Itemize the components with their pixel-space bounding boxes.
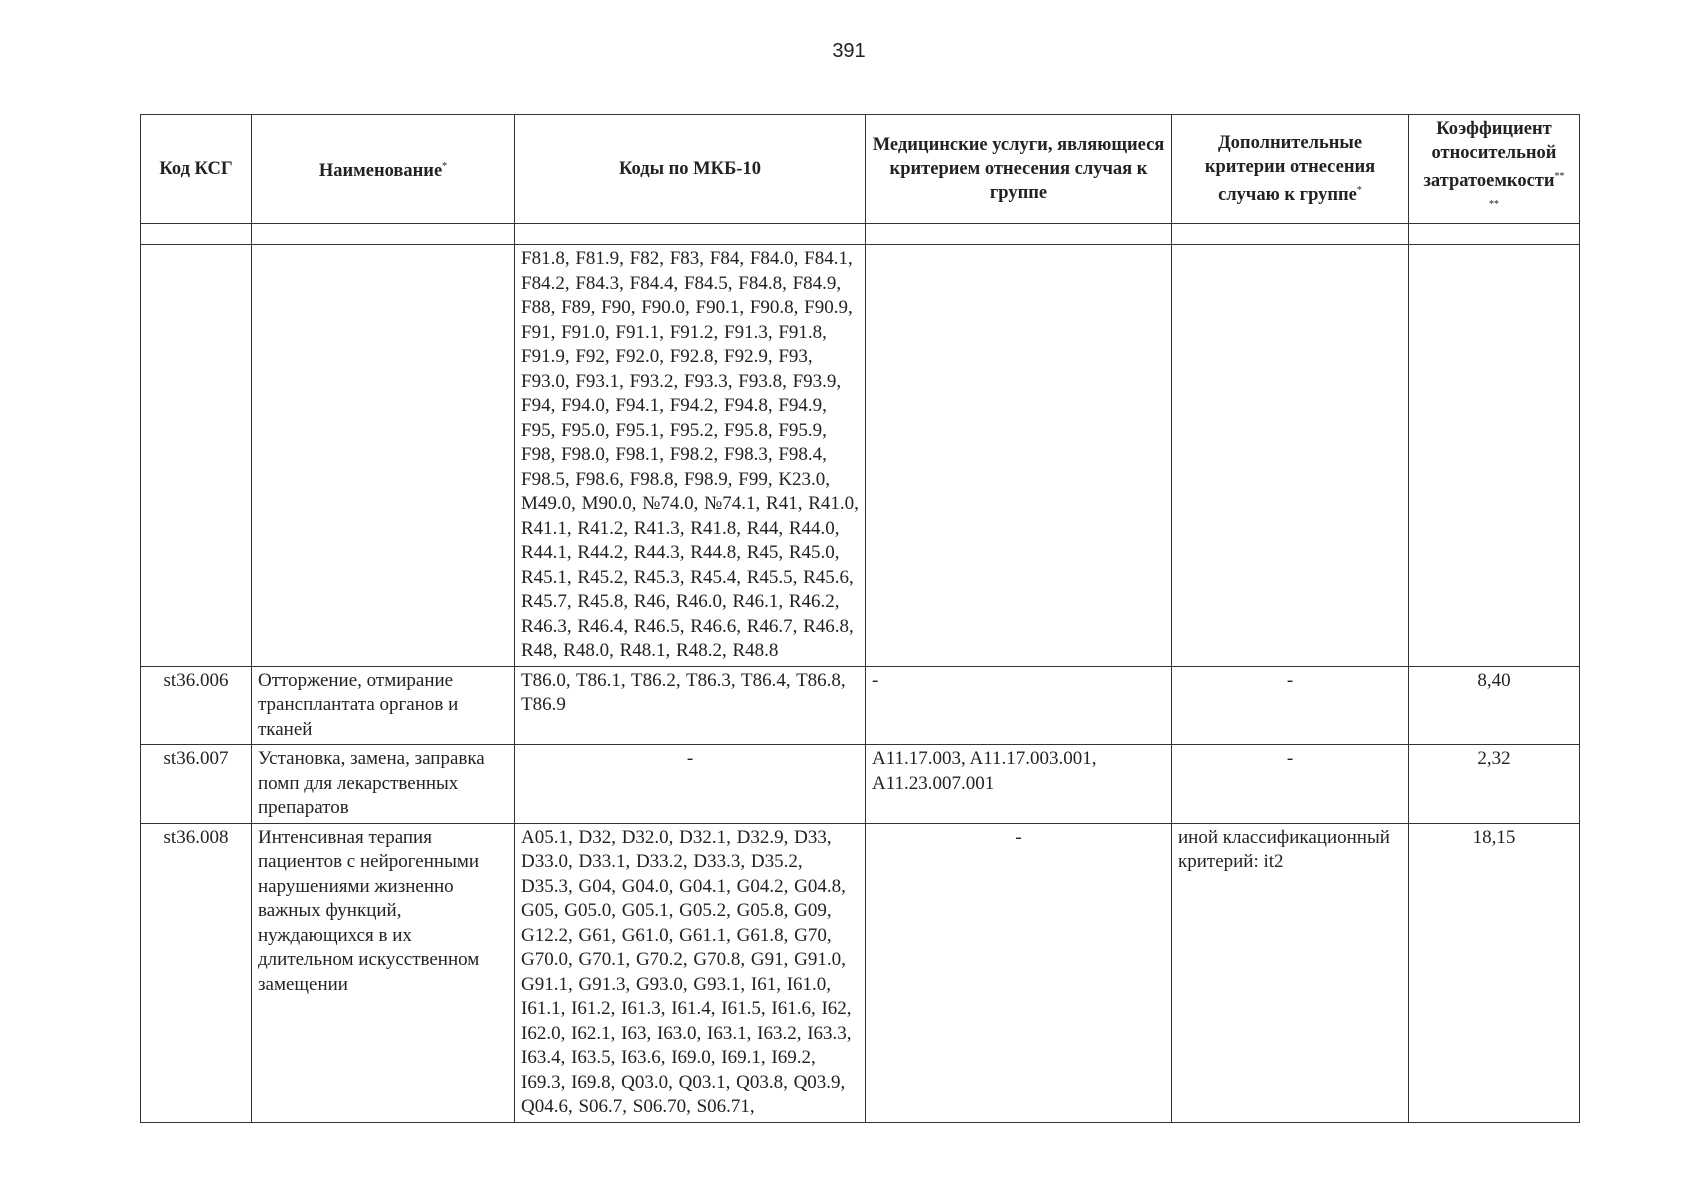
- cell-additional-criteria: [1172, 245, 1409, 667]
- table-row: [141, 666, 1580, 745]
- header-additional-criteria: Дополнительные критерии отнесения случаю к группе*: [1172, 115, 1409, 224]
- cell-name: [252, 245, 515, 667]
- footnote-mark: *: [1356, 185, 1362, 197]
- footnote-mark: *: [442, 161, 448, 173]
- ksg-table: [140, 114, 1580, 1123]
- header-code: Код КСГ: [141, 115, 252, 224]
- cell-additional-criteria: -: [1172, 745, 1409, 824]
- cell-mkb-codes: A05.1, D32, D32.0, D32.1, D32.9, D33, D33.0, D33.1, D33.2, D33.3, D35.2, D35.3, G04, G04.0, G04.1, G04.2, G04.8, G05, G05.0, G05.1, G05.2, G05.8, G09, G12.2, G61, G61.0, G61.1, G61.8, G70, G70.0, G70.1, G70.2, G70.8, G91, G91.0, G91.1, G91.3, G93.0, G93.1, I61, I61.0, I61.1, I61.2, I61.3, I61.4, I61.5, I61.6, I62, I62.0, I62.1, I63, I63.0, I63.1, I63.2, I63.3, I63.4, I63.5, I63.6, I69.0, I69.1, I69.2, I69.3, I69.8, Q03.0, Q03.1, Q03.8, Q03.9, Q04.6, S06.7, S06.70, S06.71,: [515, 823, 866, 1122]
- cell-mkb-codes: -: [515, 745, 866, 824]
- cell-coefficient: 8,40: [1409, 666, 1580, 745]
- cell-services: -: [866, 666, 1172, 745]
- cell-code: st36.006: [141, 666, 252, 745]
- header-mkb-codes: Коды по МКБ-10: [515, 115, 866, 224]
- cell-mkb-codes: F81.8, F81.9, F82, F83, F84, F84.0, F84.1, F84.2, F84.3, F84.4, F84.5, F84.8, F84.9, F88, F89, F90, F90.0, F90.1, F90.8, F90.9, F91, F91.0, F91.1, F91.2, F91.3, F91.8, F91.9, F92, F92.0, F92.8, F92.9, F93, F93.0, F93.1, F93.2, F93.3, F93.8, F93.9, F94, F94.0, F94.1, F94.2, F94.8, F94.9, F95, F95.0, F95.1, F95.2, F95.8, F95.9, F98, F98.0, F98.1, F98.2, F98.3, F98.4, F98.5, F98.6, F98.8, F98.9, F99, K23.0, M49.0, M90.0, №74.0, №74.1, R41, R41.0, R41.1, R41.2, R41.3, R41.8, R44, R44.0, R44.1, R44.2, R44.3, R44.8, R45, R45.0, R45.1, R45.2, R45.3, R45.4, R45.5, R45.6, R45.7, R45.8, R46, R46.0, R46.1, R46.2, R46.3, R46.4, R46.5, R46.6, R46.7, R46.8, R48, R48.0, R48.1, R48.2, R48.8: [515, 245, 866, 667]
- cell-coefficient: [1409, 245, 1580, 667]
- cell-services: -: [866, 823, 1172, 1122]
- table-row: [141, 823, 1580, 1122]
- cell-additional-criteria: -: [1172, 666, 1409, 745]
- header-spacer-row: [141, 224, 1580, 245]
- cell-services: [866, 245, 1172, 667]
- header-coefficient: Коэффициент относительной затратоемкости** **: [1409, 115, 1580, 224]
- cell-name: Установка, замена, заправка помп для лекарственных препаратов: [252, 745, 515, 824]
- table-row: [141, 245, 1580, 667]
- cell-additional-criteria: иной классификационный критерий: it2: [1172, 823, 1409, 1122]
- table-header-row: [141, 115, 1580, 224]
- cell-name: Интенсивная терапия пациентов с нейрогенными нарушениями жизненно важных функций, нуждающихся в их длительном искусственном замещении: [252, 823, 515, 1122]
- page-number: 391: [832, 40, 866, 62]
- cell-code: [141, 245, 252, 667]
- cell-services: A11.17.003, A11.17.003.001, A11.23.007.001: [866, 745, 1172, 824]
- header-name: Наименование*: [252, 115, 515, 224]
- footnote-mark: **: [1489, 199, 1499, 211]
- cell-coefficient: 18,15: [1409, 823, 1580, 1122]
- cell-mkb-codes: T86.0, T86.1, T86.2, T86.3, T86.4, T86.8, T86.9: [515, 666, 866, 745]
- footnote-mark: **: [1554, 171, 1565, 182]
- header-services: Медицинские услуги, являющиеся критерием отнесения случая к группе: [866, 115, 1172, 224]
- cell-coefficient: 2,32: [1409, 745, 1580, 824]
- cell-code: st36.008: [141, 823, 252, 1122]
- cell-code: st36.007: [141, 745, 252, 824]
- cell-name: Отторжение, отмирание трансплантата органов и тканей: [252, 666, 515, 745]
- table-row: [141, 745, 1580, 824]
